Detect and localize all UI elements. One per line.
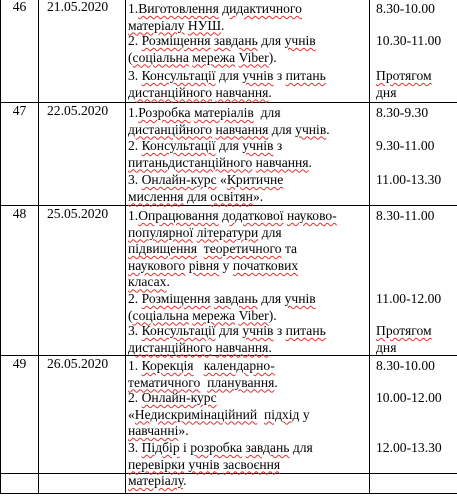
task-item-line: тематичного планування. [128,374,278,390]
time-slot-line: 8.30-10.00 [376,358,435,373]
task-item-line: дистанційного навчання для учнів. [128,121,330,137]
tasks-wrap [128,103,367,204]
task-item [128,208,337,291]
row-date: 25.05.2020 [39,206,126,356]
tasks-wrap [128,206,367,354]
time-slot [376,440,442,457]
row-number: 48 [1,206,39,356]
row-tasks [126,0,370,103]
time-slot-line: 10.00-12.00 [376,390,442,405]
task-item-line: (соціальна мережа Viber). [128,49,277,65]
task-item [128,440,313,490]
task-item-line: дистанційного навчання. [128,84,272,100]
task-item-line: 1.Розробка матеріалів для [128,105,281,120]
task-item-line: «Недискримінаційний підхід у [128,406,310,422]
time-slot-line: 8.30-9.30 [376,105,429,120]
task-item [128,390,310,440]
task-item-line: наукового рівня у початкових [128,257,299,273]
cutoff-cell [1,474,39,494]
time-slot-line: дня [376,339,397,355]
task-item-line: 2. Розміщення завдань для учнів [128,291,316,306]
time-slot [376,208,434,225]
time-slot-line: 8.30-10.00 [376,1,435,16]
schedule-table-body [1,0,457,494]
time-slot [376,33,441,50]
task-item-line: 1.Виготовлення дидактичного [128,1,302,16]
task-item-line: 1. Корекція календарно- [128,358,275,373]
task-item [128,1,302,34]
time-slot [376,105,428,122]
task-item-line: 2. Онлайн-курс [128,390,217,405]
task-item-line: питаньдистанційного навчання. [128,154,312,170]
time-slot [376,172,441,189]
time-slot-line: Протягом [376,323,432,338]
task-item-line: 2. Консультації для учнів з [128,138,283,153]
time-slot [376,1,435,18]
time-slot-line: 8.30-11.00 [376,208,435,223]
time-slot-line: 9.30-11.00 [376,138,435,153]
task-item-line: популярної літератури для [128,224,282,240]
tasks-wrap [128,0,367,101]
row-times [370,103,457,206]
time-slot-line: дня [376,84,397,100]
task-item-line: дистанційного навчання. [128,339,272,355]
row-tasks [126,206,370,356]
task-item-line: (соціальна мережа Viber). [128,307,277,323]
row-date: 26.05.2020 [39,356,126,474]
task-item-line: матеріалу. [128,473,187,489]
time-slot [376,323,432,356]
table-row [1,206,457,356]
time-slot-line: 10.30-11.00 [376,33,442,48]
task-item-line: матеріалу НУШ. [128,17,225,33]
task-item-line: навчанні». [128,423,189,439]
task-item-line: підвищення теоретичного та [128,241,298,257]
time-slot-line: Протягом [376,68,432,83]
time-slot [376,390,442,407]
row-tasks [126,356,370,489]
row-times [370,206,457,356]
task-item-line: 3. Консультації для учнів з питань [128,323,326,338]
row-date: 21.05.2020 [39,0,126,103]
times-wrap [376,103,457,204]
times-wrap [376,356,457,472]
time-slot-line: 12.00-13.30 [376,440,442,455]
row-date: 22.05.2020 [39,103,126,206]
task-item [128,323,326,356]
task-item [128,68,326,101]
task-item-line: 3. Онлайн-курс «Критичне [128,172,284,187]
task-item-line: 1.Опрацювання додаткової науково- [128,208,337,223]
row-number: 47 [1,103,39,206]
table-row [1,356,457,474]
row-times [370,0,457,103]
time-slot [376,138,434,155]
times-wrap [376,0,457,101]
task-item [128,291,316,324]
task-item [128,358,278,391]
task-item-line: перевірки учнів засвоєння [128,456,281,472]
task-item-line: 3. Консультації для учнів з питань [128,68,326,83]
tasks-wrap [128,356,367,489]
task-item [128,172,283,205]
table-row [1,0,457,103]
table-row [1,103,457,206]
row-times [370,356,457,474]
time-slot [376,358,435,375]
cutoff-cell [39,474,126,494]
row-number: 46 [1,0,39,103]
task-item [128,33,316,66]
time-slot-line: 11.00-13.30 [376,172,442,187]
task-item [128,105,330,138]
task-item [128,138,312,171]
time-slot-line: 11.00-12.00 [376,291,442,306]
cutoff-cell [370,474,457,494]
task-item-line: мислення для освітян». [128,188,264,204]
task-item-line: 3. Підбір і розробка завдань для [128,440,313,455]
row-number: 49 [1,356,39,474]
time-slot [376,68,432,101]
row-tasks [126,103,370,206]
task-item-line: класах. [128,274,170,290]
time-slot [376,291,441,308]
times-wrap [376,206,457,354]
task-item-line: 2. Розміщення завдань для учнів [128,33,316,48]
